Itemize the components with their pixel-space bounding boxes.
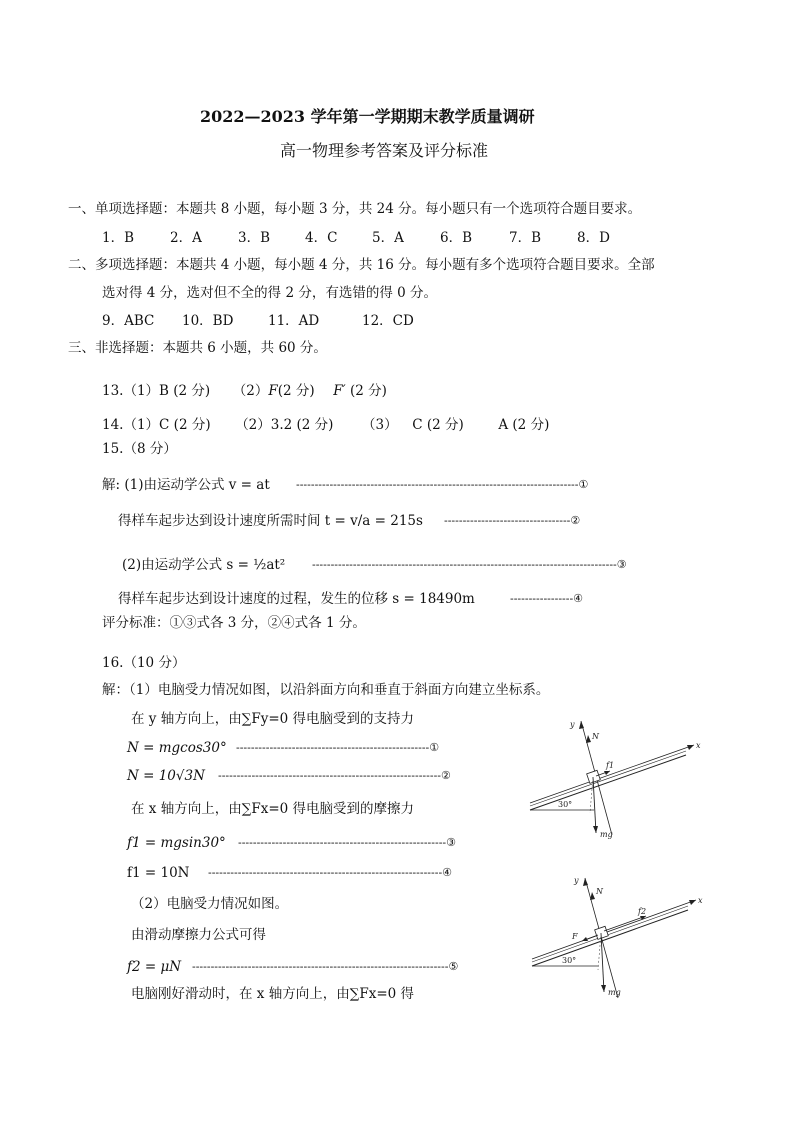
q14-part1: 14.（1）C (2 分) <box>102 417 211 433</box>
q15-line2-dash: ----------------------------------② <box>444 514 581 527</box>
fig2-label: mg <box>608 988 621 997</box>
q15-line1: 解: (1)由运动学公式 v = at <box>102 477 270 493</box>
answer-item: 4．C <box>305 230 338 246</box>
answer-item: 6．B <box>440 230 473 246</box>
q16-x-axis: 在 x 轴方向上，由∑Fx=0 得电脑受到的摩擦力 <box>131 801 415 817</box>
fig1-label: mg <box>600 830 613 839</box>
fig1-label: N <box>592 732 599 741</box>
answer-item: 11．AD <box>268 313 320 329</box>
fig1-label: 30° <box>558 800 573 809</box>
fig2-label: y <box>574 876 579 885</box>
q13-part2-tail: (2 分) <box>277 383 315 399</box>
q15-line2: 得样车起步达到设计速度所需时间 t = v/a = 215s <box>118 513 423 529</box>
force-diagram-1 <box>524 715 714 845</box>
q16-y-axis: 在 y 轴方向上，由∑Fy=0 得电脑受到的支持力 <box>131 711 415 727</box>
page-subtitle: 高一物理参考答案及评分标准 <box>280 141 489 160</box>
q15-line4-dash: -----------------④ <box>510 592 584 605</box>
q16-sliding: 由滑动摩擦力公式可得 <box>131 927 266 943</box>
force-diagram-2 <box>526 870 716 1005</box>
q14-part2: （2）3.2 (2 分) <box>235 417 334 433</box>
answer-item: 2．A <box>170 230 202 246</box>
q14-part3: （3） <box>362 417 398 433</box>
q16-eq5: f2 = μN <box>127 959 182 975</box>
section-1-heading: 一、单项选择题：本题共 8 小题，每小题 3 分，共 24 分。每小题只有一个选项符合题目要求。 <box>68 201 642 217</box>
fig2-label: f2 <box>638 907 647 916</box>
q13-part3-var: F′ <box>333 383 346 399</box>
q14-part5: A (2 分) <box>498 417 550 433</box>
q15-line1-dash: ----------------------------------------------------------------------------① <box>296 478 589 491</box>
fig1-label: y <box>570 720 575 729</box>
answer-item: 3．B <box>238 230 271 246</box>
q16-eq4-dash: ---------------------------------------------------------------④ <box>208 866 453 879</box>
fig2-label: N <box>596 887 603 896</box>
q14-answer <box>102 416 549 434</box>
section-2-heading: 二、多项选择题：本题共 4 小题，每小题 4 分，共 16 分。每小题有多个选项符合题目要求。全部 <box>68 257 655 273</box>
fig2-label: 30° <box>562 956 577 965</box>
q15-heading: 15.（8 分） <box>102 441 177 457</box>
q16-heading: 16.（10 分） <box>102 655 186 671</box>
q16-eq1-dash: ----------------------------------------------------① <box>236 741 440 754</box>
q16-intro: 解：（1）电脑受力情况如图，以沿斜面方向和垂直于斜面方向建立坐标系。 <box>102 682 550 698</box>
q16-eq2-dash: ------------------------------------------------------------② <box>218 769 451 782</box>
answer-item: 7．B <box>509 230 542 246</box>
q13-part2-var: F <box>268 383 278 399</box>
q15-line3: (2)由运动学公式 s = ½at² <box>122 557 286 573</box>
answer-item: 5．A <box>372 230 404 246</box>
fig1-label: x <box>696 741 701 750</box>
q13-part3-tail: (2 分) <box>350 383 387 399</box>
q16-eq3: f1 = mgsin30° <box>127 835 226 851</box>
answer-item: 8．D <box>577 230 610 246</box>
q13-answer <box>102 382 387 400</box>
q16-eq2: N = 10√3N <box>127 768 205 784</box>
fig2-label: F <box>572 932 578 941</box>
q15-line3-dash: ----------------------------------------------------------------------------------③ <box>312 558 627 571</box>
q16-part2: （2）电脑受力情况如图。 <box>131 896 289 912</box>
q15-line4: 得样车起步达到设计速度的过程，发生的位移 s = 18490m <box>118 591 475 607</box>
answer-item: 9．ABC <box>102 313 155 329</box>
answer-item: 1．B <box>102 230 135 246</box>
answer-item: 10．BD <box>182 313 234 329</box>
fig1-label: f1 <box>606 761 615 770</box>
page-title: 2022—2023 学年第一学期期末教学质量调研 <box>200 107 535 126</box>
fig2-label: x <box>698 896 703 905</box>
q16-last: 电脑刚好滑动时，在 x 轴方向上，由∑Fx=0 得 <box>131 986 415 1002</box>
q16-eq3-dash: --------------------------------------------------------③ <box>238 836 457 849</box>
q16-eq4: f1 = 10N <box>127 865 190 881</box>
section-3-heading: 三、非选择题：本题共 6 小题，共 60 分。 <box>68 340 327 356</box>
q14-part4: C (2 分) <box>412 417 464 433</box>
section-2-heading-cont: 选对得 4 分，选对但不全的得 2 分，有选错的得 0 分。 <box>102 285 438 301</box>
answer-item: 12．CD <box>362 313 414 329</box>
q13-part1: 13.（1）B (2 分) <box>102 383 211 399</box>
q13-part2: （2） <box>232 383 269 399</box>
q15-scoring: 评分标准：①③式各 3 分，②④式各 1 分。 <box>102 615 366 631</box>
q16-eq5-dash: ---------------------------------------------------------------------⑤ <box>192 960 459 973</box>
q16-eq1: N = mgcos30° <box>127 740 227 756</box>
